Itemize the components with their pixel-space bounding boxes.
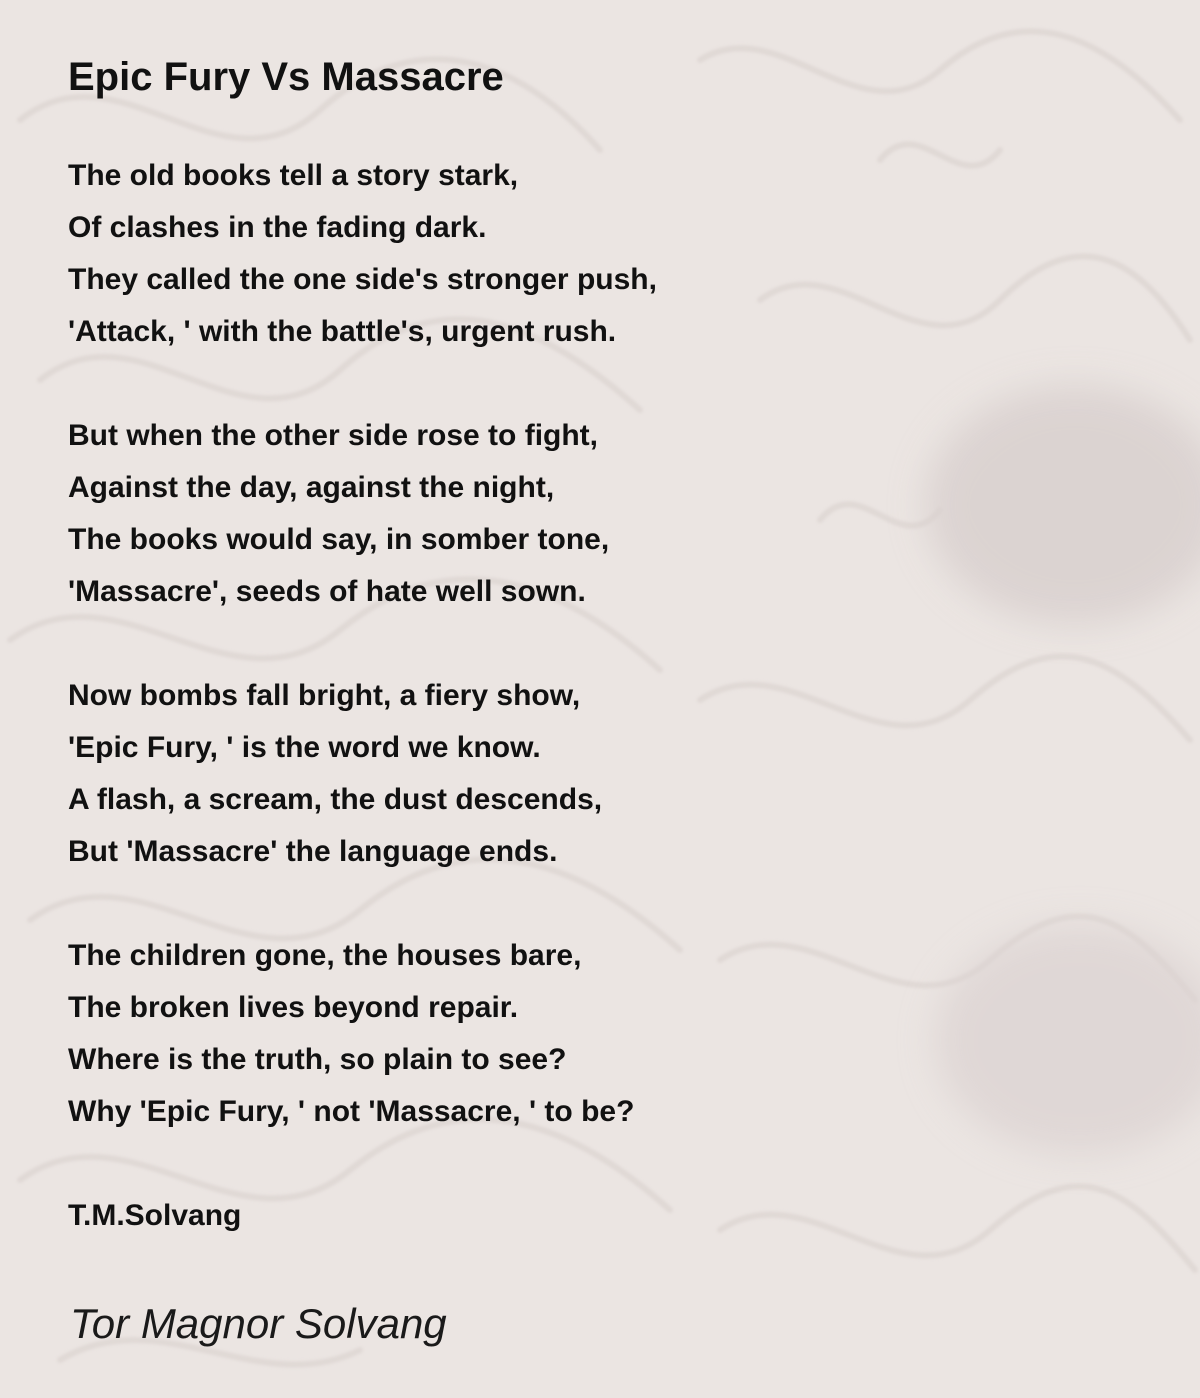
poem-stanza-2: [68, 410, 1068, 618]
poem-line: The children gone, the houses bare,: [68, 939, 582, 972]
poem-author: Tor Magnor Solvang: [70, 1300, 447, 1347]
poem-title: Epic Fury Vs Massacre: [68, 55, 504, 99]
poem-line: The broken lives beyond repair.: [68, 991, 519, 1024]
poem-line: A flash, a scream, the dust descends,: [68, 783, 603, 816]
poem-stanza-4: [68, 930, 1068, 1138]
poem-line: 'Massacre', seeds of hate well sown.: [68, 575, 586, 608]
poem-line: The old books tell a story stark,: [68, 159, 519, 192]
poem-body: [68, 150, 1068, 1190]
poem-line: 'Attack, ' with the battle's, urgent rush.: [68, 315, 617, 348]
poem-line: The books would say, in somber tone,: [68, 523, 610, 556]
poem-stanza-1: [68, 150, 1068, 358]
poem-line: Of clashes in the fading dark.: [68, 211, 487, 244]
poem-line: 'Epic Fury, ' is the word we know.: [68, 731, 541, 764]
poem-line: Now bombs fall bright, a fiery show,: [68, 679, 581, 712]
poem-line: But 'Massacre' the language ends.: [68, 835, 558, 868]
poem-line: Against the day, against the night,: [68, 471, 555, 504]
poem-line: Where is the truth, so plain to see?: [68, 1043, 567, 1076]
poem-line: But when the other side rose to fight,: [68, 419, 599, 452]
poem-line: They called the one side's stronger push,: [68, 263, 657, 296]
poem-line: Why 'Epic Fury, ' not 'Massacre, ' to be?: [68, 1095, 635, 1128]
poem-stanza-3: [68, 670, 1068, 878]
poem-signature-initials: T.M.Solvang: [68, 1199, 242, 1232]
